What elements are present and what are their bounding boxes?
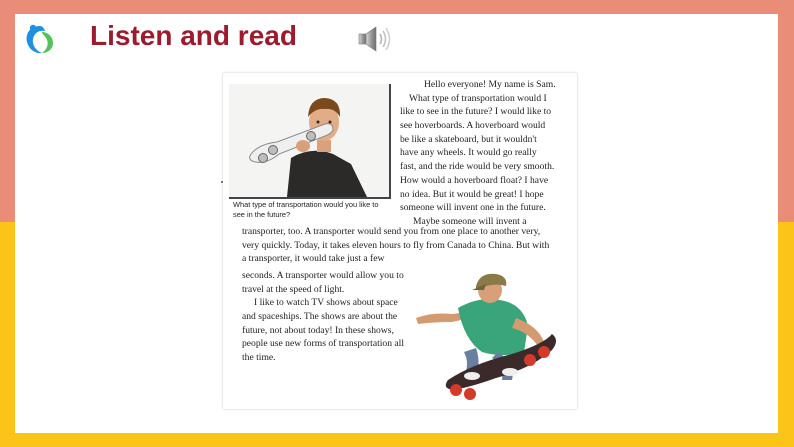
story-line: and spaceships. The shows are about the (242, 311, 398, 323)
story-wide-block (242, 225, 549, 266)
story-line: very quickly. Today, it takes eleven hours to fly from Canada to China. But with (242, 239, 550, 251)
caption-line: see in the future? (233, 210, 291, 219)
story-left-column (242, 269, 404, 365)
story-line: Hello everyone! My name is Sam. (424, 79, 556, 90)
story-line: How would a hoverboard float? I have (400, 174, 549, 186)
story-line: be like a skateboard, but it wouldn't (400, 133, 537, 145)
page-title: Listen and read (90, 20, 297, 51)
story-line: transporter, too. A transporter would send you from one place to another very, (242, 226, 541, 237)
story-line: Maybe someone will invent a (413, 215, 527, 227)
story-line: the time. (242, 352, 276, 364)
speaker-icon[interactable] (356, 22, 396, 56)
story-line: I like to watch TV shows about space (254, 297, 398, 309)
page-mark (221, 181, 223, 183)
story-line: seconds. A transporter would allow you to (242, 270, 404, 281)
story-line: a transporter, it would take just a few (242, 253, 385, 265)
story-right-column (397, 78, 556, 229)
caption-line: What type of transportation would you like to (233, 200, 379, 209)
story-line: fast, and the ride would be very smooth. (400, 161, 555, 173)
story-line: travel at the speed of light. (242, 283, 345, 295)
skateboarder-photo (412, 268, 562, 400)
photo-caption (233, 200, 393, 220)
story-line: people use new forms of transportation all (242, 338, 404, 350)
story-line: future, not about today! In these shows, (242, 324, 394, 336)
boy-with-skateboard-photo (229, 84, 391, 199)
story-line: have any wheels. It would go really (400, 147, 537, 159)
story-line: no idea. But it would be great! I hope (400, 188, 544, 200)
story-line: What type of transportation would I (409, 92, 547, 104)
story-line: someone will invent one in the future. (400, 202, 546, 214)
story-line: like to see in the future? I would like to (400, 106, 552, 118)
brand-logo-icon (22, 22, 58, 56)
story-line: see hoverboards. A hoverboard would (400, 120, 546, 132)
